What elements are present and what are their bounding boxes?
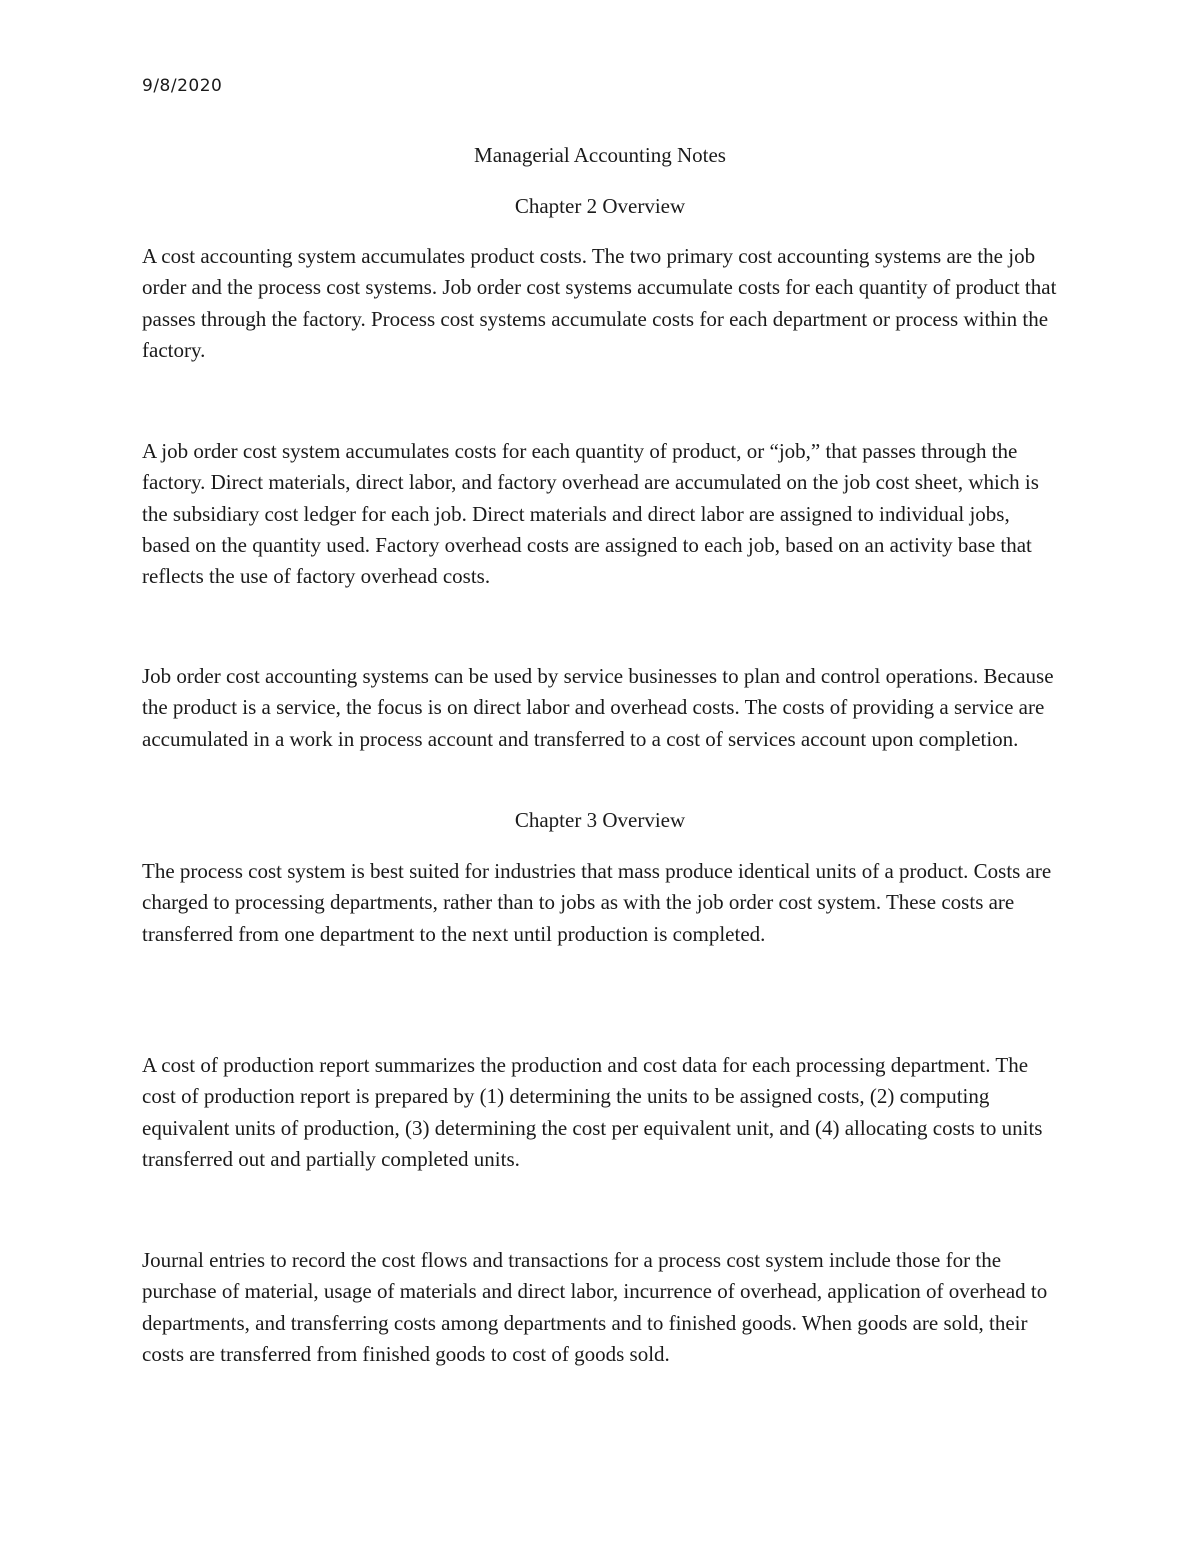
paragraph-cost-accounting-systems: A cost accounting system accumulates product costs. The two primary cost accounting systems are the job order and the process cost systems. Job order cost systems accumulate costs for each quantity of product that passes through the factory. Process cost systems accumulate costs for each department or process within the factory. [142,244,1057,362]
section-heading-chapter-2: Chapter 2 Overview [514,194,686,218]
section-heading-chapter-3: Chapter 3 Overview [514,808,686,832]
paragraph-cost-of-production-report: A cost of production report summarizes the production and cost data for each processing department. The cost of production report is prepared by (1) determining the units to be assigned costs, (2) computing equivalent units of production, (3) determining the cost per equivalent unit, and (4) allocating costs to units transferred out and partially completed units. [142,1053,1043,1171]
paragraph-journal-entries: Journal entries to record the cost flows and transactions for a process cost system include those for the purchase of material, usage of materials and direct labor, incurrence of overhead, application of overhead to departments, and transferring costs among departments and to finished goods. When goods are sold, their costs are transferred from finished goods to cost of goods sold. [142,1248,1048,1366]
document-title: Managerial Accounting Notes [474,143,726,167]
paragraph-job-order-cost-system: A job order cost system accumulates costs for each quantity of product, or “job,” that passes through the factory. Direct materials, direct labor, and factory overhead are accumulated on the job cost sheet, which is the subsidiary cost ledger for each job. Direct materials and direct labor are assigned to individual jobs, based on the quantity used. Factory overhead costs are assigned to each job, based on an activity base that reflects the use of factory overhead costs. [142,439,1039,589]
paragraph-process-cost-system: The process cost system is best suited for industries that mass produce identical units of a product. Costs are charged to processing departments, rather than to jobs as with the job order cost system. These costs are transferred from one department to the next until production is completed. [142,859,1052,946]
paragraph-service-businesses: Job order cost accounting systems can be used by service businesses to plan and control operations. Because the product is a service, the focus is on direct labor and overhead costs. The costs of providing a service are accumulated in a work in process account and transferred to a cost of services account upon completion. [142,664,1054,751]
document-date: 9/8/2020 [142,76,223,96]
